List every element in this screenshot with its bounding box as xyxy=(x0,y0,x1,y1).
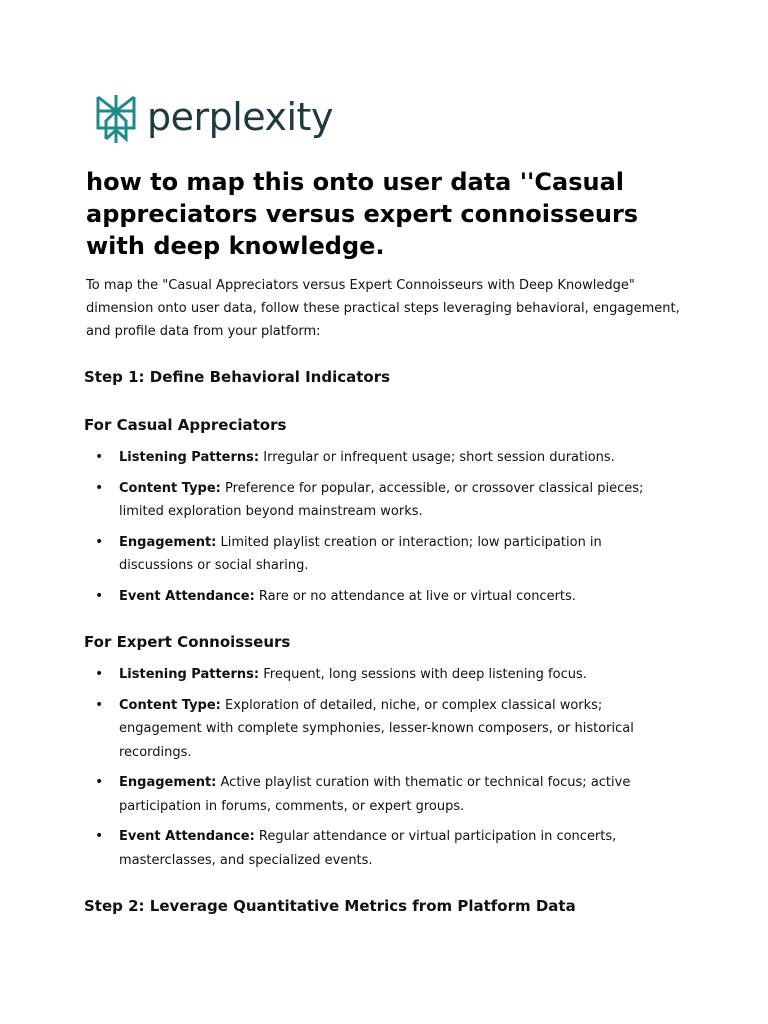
item-text: Preference for popular, accessible, or crossover classical pieces; limited exploration beyond mainstream works. xyxy=(119,480,644,519)
item-text: Frequent, long sessions with deep listening focus. xyxy=(259,667,587,682)
list-item xyxy=(84,771,674,818)
page-title: how to map this onto user data ''Casual appreciators versus expert connoisseurs with deep knowledge. xyxy=(86,168,639,260)
item-text: Active playlist curation with thematic or technical focus; active participation in forums, comments, or expert groups. xyxy=(119,775,631,814)
item-label: Event Attendance: xyxy=(119,829,255,844)
item-label: Event Attendance: xyxy=(119,588,255,604)
item-text: Limited playlist creation or interaction; low participation in discussions or social sharing. xyxy=(119,534,602,573)
list-item xyxy=(84,663,674,687)
expert-heading: For Expert Connoisseurs xyxy=(84,633,291,651)
list-item xyxy=(84,446,674,470)
item-label: Content Type: xyxy=(119,480,221,496)
item-label: Engagement: xyxy=(119,775,217,790)
expert-list xyxy=(84,663,674,879)
item-text: Irregular or infrequent usage; short session durations. xyxy=(259,450,615,465)
item-label: Content Type: xyxy=(119,697,221,713)
step2-heading: Step 2: Leverage Quantitative Metrics from Platform Data xyxy=(84,897,576,915)
perplexity-logo xyxy=(95,94,333,144)
intro-paragraph: To map the "Casual Appreciators versus Expert Connoisseurs with Deep Knowledge" dimension onto user data, follow these practical steps leveraging behavioral, engagement, and profile data from your platform: xyxy=(86,278,680,339)
list-item xyxy=(84,825,674,872)
casual-heading: For Casual Appreciators xyxy=(84,416,287,434)
casual-list xyxy=(84,446,674,615)
list-item xyxy=(84,694,674,765)
step1-heading: Step 1: Define Behavioral Indicators xyxy=(84,368,391,386)
item-label: Listening Patterns: xyxy=(119,450,260,465)
item-text: Exploration of detailed, niche, or complex classical works; engagement with complete symphonies, lesser-known composers, or historical recordings. xyxy=(119,697,634,760)
list-item xyxy=(84,585,674,609)
perplexity-logo-icon xyxy=(95,94,137,144)
list-item xyxy=(84,531,674,578)
list-item xyxy=(84,477,674,524)
item-label: Listening Patterns: xyxy=(119,667,260,682)
item-text: Regular attendance or virtual participation in concerts, masterclasses, and specialized events. xyxy=(119,829,617,868)
perplexity-wordmark: perplexity xyxy=(147,95,333,139)
item-text: Rare or no attendance at live or virtual concerts. xyxy=(254,588,576,604)
item-label: Engagement: xyxy=(119,534,217,550)
